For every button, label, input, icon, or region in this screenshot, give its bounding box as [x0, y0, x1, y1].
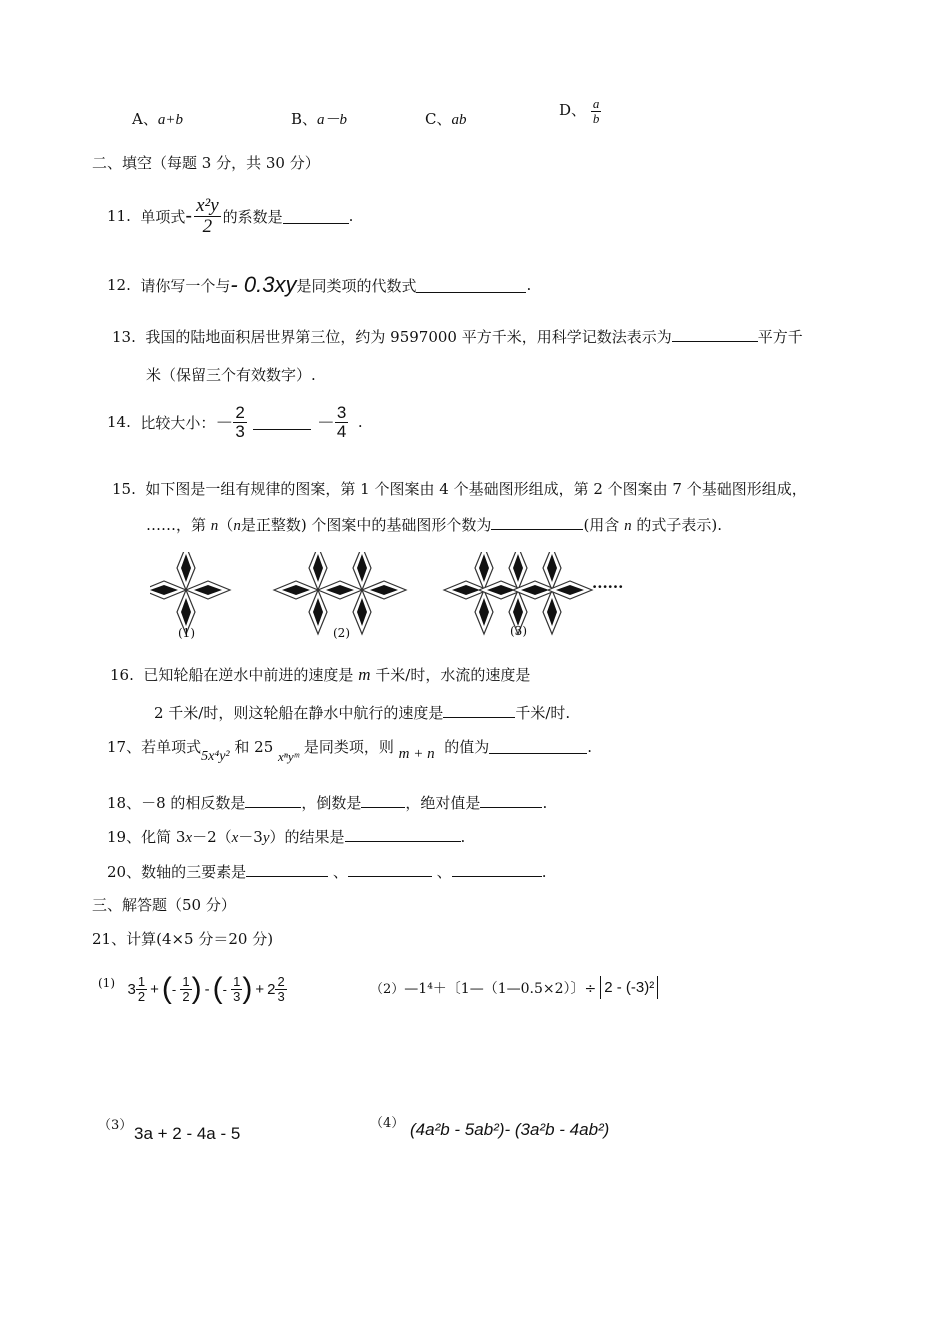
- fraction-num: 1: [233, 973, 241, 989]
- operator: -: [204, 980, 210, 998]
- problem-expression: —1⁴＋〔1—（1—0.5×2）〕÷: [404, 980, 597, 997]
- fraction-num: a: [592, 96, 600, 111]
- question-number: 14.: [107, 413, 131, 432]
- problem-1: (1) 3 $\frac{1}{2}$ + ( - $\frac{1}{2}$ ) - ( - $\frac{1}{3}$ ) + 2 $\frac{2}{3}$: [98, 972, 285, 1005]
- var-n: n: [210, 518, 219, 534]
- section-2-title: 二、填空（每题 3 分，共 30 分）: [92, 154, 320, 172]
- option-a: [132, 108, 183, 129]
- pattern-figure-2: [274, 552, 406, 634]
- option-c: [425, 108, 466, 129]
- fraction-den: 3: [277, 988, 285, 1004]
- question-text: 是同类项，则: [303, 738, 394, 756]
- question-21-title: 21、计算(4×5 分＝20 分): [92, 930, 274, 948]
- question-text: 的式子表示).: [636, 516, 722, 534]
- question-19: [107, 826, 465, 847]
- question-text: ）的结果是: [269, 828, 345, 846]
- problem-label: (1): [98, 976, 115, 990]
- question-text: 是正整数) 个图案中的基础图形个数为: [240, 516, 492, 534]
- fraction-den: 3: [235, 421, 245, 441]
- option-expr: a－b: [317, 112, 348, 128]
- question-13-line2: 米（保留三个有效数字）.: [146, 366, 316, 384]
- var-x: x: [185, 830, 193, 846]
- whole: 3: [127, 980, 136, 998]
- period: .: [542, 794, 548, 812]
- question-13: [112, 326, 803, 347]
- question-text: 19、化简 3: [107, 828, 186, 846]
- option-label: A、: [132, 110, 158, 128]
- question-number: 15.: [112, 480, 136, 498]
- period: .: [541, 863, 547, 881]
- period: .: [460, 828, 466, 846]
- question-number: 17、: [107, 738, 142, 756]
- problem-4-expression: (4a²b - 5ab²)- (3a²b - 4ab²): [410, 1120, 610, 1139]
- section-3-title: 三、解答题（50 分）: [92, 896, 236, 914]
- var-y: y: [262, 830, 270, 846]
- pattern-figure-1: [150, 552, 230, 634]
- fraction: [136, 975, 147, 1003]
- fraction-num: x²y: [196, 195, 219, 216]
- question-16-line2: [154, 702, 570, 723]
- fraction-den: 2: [182, 988, 190, 1004]
- question-text: 比较大小：: [140, 413, 216, 432]
- monomial-2: xⁿyᵐ: [278, 748, 300, 764]
- question-text: 是同类项的代数式: [296, 276, 417, 295]
- answer-blank[interactable]: [672, 327, 758, 342]
- period: .: [357, 413, 363, 432]
- question-text: 18、－8 的相反数是: [107, 794, 246, 812]
- question-15: [112, 478, 807, 499]
- question-text: （: [218, 516, 234, 534]
- fraction-den: 2: [202, 215, 213, 237]
- var-n: n: [624, 518, 632, 534]
- question-text: 千米/时，水流的速度是: [375, 666, 531, 684]
- period: .: [587, 737, 592, 756]
- problem-label: （3）: [98, 1118, 133, 1133]
- question-18: [107, 792, 547, 813]
- monomial-1: 5x⁴y²: [201, 748, 230, 764]
- fraction-den: 3: [233, 988, 241, 1004]
- sign: -: [222, 981, 227, 997]
- question-text: ，绝对值是: [405, 794, 481, 812]
- question-14: [107, 404, 363, 441]
- pattern-figure-3: [444, 552, 592, 634]
- question-text: 和 25: [234, 738, 274, 756]
- figure-label-3: (3): [510, 624, 527, 638]
- figure-label-1: (1): [178, 626, 195, 640]
- question-text: 请你写一个与: [140, 276, 231, 295]
- question-20: [107, 861, 546, 882]
- answer-blank-absolute[interactable]: [480, 793, 542, 808]
- question-number: 12.: [107, 276, 131, 294]
- fraction-den: 4: [336, 421, 347, 441]
- option-expr: ab: [451, 112, 467, 128]
- question-text: 的值为: [444, 738, 490, 756]
- fraction: [231, 975, 242, 1003]
- var-x: x: [231, 830, 239, 846]
- fraction-b: [335, 404, 348, 441]
- question-number: 16.: [110, 666, 134, 684]
- absolute-value: 2 - (-3)²: [600, 976, 658, 999]
- question-number: 13.: [112, 328, 136, 346]
- answer-blank-3[interactable]: [452, 862, 542, 877]
- question-text: 我国的陆地面积居世界第三位，约为 9597000 平方千米，用科学记数法表示为: [145, 328, 672, 346]
- answer-blank-opposite[interactable]: [245, 793, 301, 808]
- option-label: C、: [425, 110, 452, 128]
- question-text: 2 千米/时，则这轮船在静水中航行的速度是: [154, 704, 444, 722]
- answer-blank[interactable]: [253, 415, 311, 430]
- sign: -: [171, 981, 177, 997]
- answer-blank[interactable]: [283, 209, 349, 224]
- fraction-den: b: [592, 110, 600, 126]
- figure-label-2: (2): [333, 626, 350, 640]
- question-text: －2（: [192, 828, 232, 846]
- question-15-line2: [146, 514, 722, 535]
- answer-blank[interactable]: [491, 515, 583, 530]
- answer-blank[interactable]: [443, 703, 515, 718]
- period: .: [526, 276, 532, 294]
- fraction-num: 1: [182, 973, 190, 989]
- problem-4: [370, 1112, 404, 1131]
- question-text: 如下图是一组有规律的图案，第 1 个图案由 4 个基础图形组成，第 2 个图案由 7 个基础图形组成，: [145, 480, 807, 498]
- answer-blank-reciprocal[interactable]: [361, 793, 405, 808]
- pattern-ellipsis: ......: [592, 574, 624, 592]
- problem-label: （2）: [370, 982, 405, 997]
- separator: 、: [332, 863, 348, 881]
- question-text: －3: [238, 828, 263, 846]
- question-11: [107, 196, 353, 237]
- problem-label: （4）: [370, 1116, 405, 1131]
- q11-fraction: [194, 196, 221, 237]
- option-b: [291, 108, 347, 129]
- question-text: (用含: [583, 516, 620, 534]
- expression: - 0.3xy: [230, 272, 297, 297]
- question-text: ……，第: [146, 516, 207, 534]
- question-text: 已知轮船在逆水中前进的速度是: [143, 666, 354, 684]
- question-text: 千米/时.: [515, 704, 571, 722]
- sign: -: [185, 204, 193, 227]
- answer-blank[interactable]: [345, 827, 461, 842]
- fraction: [180, 975, 191, 1003]
- expression: m + n: [398, 746, 435, 762]
- question-text: ，倒数是: [301, 794, 362, 812]
- problem-3: [98, 1114, 132, 1133]
- option-label: D、: [559, 101, 587, 120]
- problem-3-expression: 3a + 2 - 4a - 5: [134, 1124, 241, 1143]
- fraction-num: 3: [336, 403, 347, 422]
- question-text: 单项式: [140, 207, 186, 226]
- fraction-den: 2: [137, 988, 146, 1004]
- sign: －: [316, 413, 335, 435]
- question-text: 平方千: [757, 328, 803, 346]
- question-16: [110, 664, 530, 685]
- pattern-figures: [150, 552, 630, 648]
- option-d-fraction: [591, 97, 602, 125]
- answer-blank[interactable]: [489, 739, 587, 754]
- fraction-a: [233, 404, 246, 441]
- separator: 、: [436, 863, 452, 881]
- question-17: [107, 736, 592, 764]
- fraction-num: 2: [277, 973, 285, 989]
- answer-blank[interactable]: [416, 278, 526, 293]
- fraction: [275, 975, 286, 1003]
- option-label: B、: [291, 110, 318, 128]
- period: .: [348, 207, 354, 226]
- option-d: [559, 97, 601, 125]
- sign: －: [215, 413, 234, 435]
- question-text: 若单项式: [141, 738, 202, 756]
- var-m: m: [358, 665, 371, 684]
- operator: +: [255, 980, 265, 998]
- fraction-num: 1: [137, 973, 146, 989]
- var-n: n: [233, 518, 241, 534]
- question-text: 的系数是: [222, 207, 283, 226]
- option-expr: a+b: [157, 112, 183, 128]
- question-number: 11.: [107, 207, 131, 226]
- question-12: [107, 272, 531, 298]
- answer-blank-1[interactable]: [246, 862, 328, 877]
- question-text: 20、数轴的三要素是: [107, 863, 247, 881]
- fraction-num: 2: [235, 403, 245, 422]
- whole: 2: [267, 980, 276, 998]
- operator: +: [150, 980, 159, 998]
- answer-blank-2[interactable]: [348, 862, 432, 877]
- problem-2: [370, 976, 658, 999]
